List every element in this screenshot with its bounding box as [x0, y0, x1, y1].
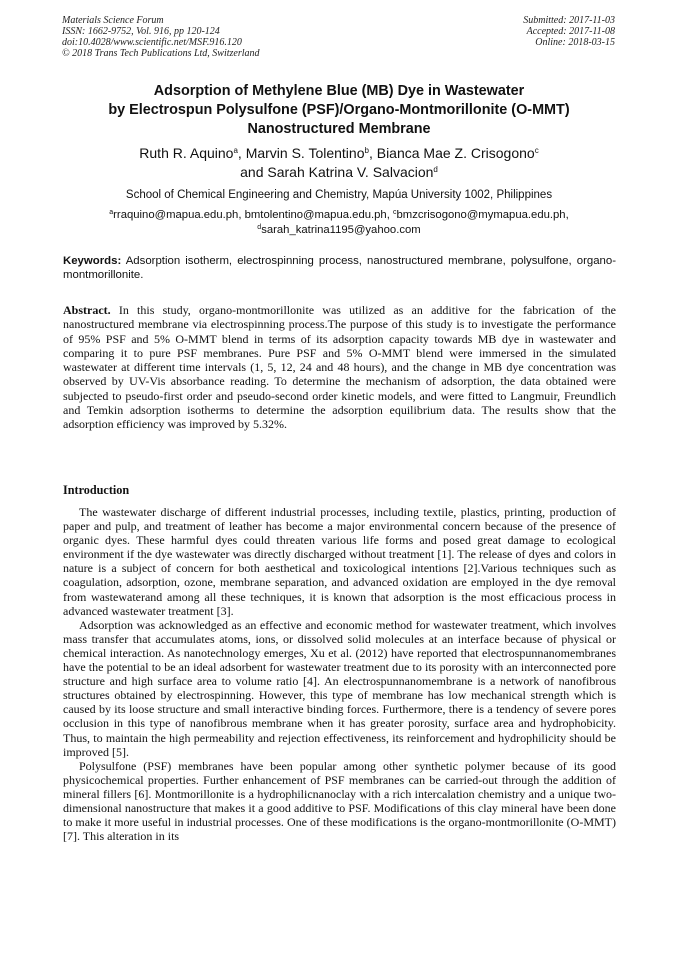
paragraph: Adsorption was acknowledged as an effective and economic method for wastewater treatment, which involves mass transfer that accumulates atoms, ions, or dissolved solid molecules at an interface because of physical or chemical interaction. As nanotechnology emerges, Xu et al. (2012) have reported that electrospunnanomembranes have the potential to be an ideal adsorbent for wastewater treatment due to its porosity with an interconnected pore structure and high surface area to volume ratio [4]. An electrospunnanomembrane is a network of nanofibrous structures obtained by electrospinning. However, this type of membrane has low mechanical strength which is caused by its loose structure and small interactive binding forces. Furthermore, there is a tendency of severe pores occlusion in this type of nanofibrous membrane when it has greater porosity, surface area and hydrophobicity. Thus, to maintain the high permeability and rejection effectiveness, its reinforcement and hydrophilicity should be improved [5].	[63, 617, 616, 759]
abstract	[63, 303, 616, 432]
email-mark: d	[257, 224, 262, 231]
affiliation: School of Chemical Engineering and Chemistry, Mapúa University 1002, Philippines	[125, 189, 553, 201]
journal-name: Materials Science Forum	[62, 15, 164, 26]
author-conjunction: and	[240, 164, 268, 180]
introduction-body	[63, 505, 616, 843]
email-link[interactable]: bmtolentino@mapua.edu.ph	[244, 209, 387, 221]
separator: ,	[237, 145, 246, 161]
author-affil-mark: c	[534, 146, 539, 155]
email-link[interactable]: bmzcrisogono@mymapua.edu.ph	[396, 209, 566, 221]
keywords	[63, 255, 616, 282]
author-name: Bianca Mae Z. Crisogono	[376, 145, 535, 161]
introduction-heading: Introduction	[63, 483, 130, 497]
journal-doi: doi:10.4028/www.scientific.net/MSF.916.120	[62, 37, 242, 48]
paragraph: Polysulfone (PSF) membranes have been popular among other synthetic polymer because of its good physicochemical properties. Further enhancement of PSF membranes can be carried-out through the addition of mineral fillers [6]. Montmorillonite is a hydrophilicnanoclay with a rich intercalation chemistry and a unique two-dimensional nanostructure that makes it a good additive to PSF. Modifications of this clay mineral have been done to make it more useful in industrial processes. One of these modifications is the organo-montmorillonite (O-MMT) [7]. This alteration in its	[63, 758, 616, 844]
author-name: Sarah Katrina V. Salvacion	[267, 164, 434, 180]
separator: ,	[368, 145, 377, 161]
submitted-date: Submitted: 2017-11-03	[523, 15, 615, 26]
separator: ,	[238, 209, 245, 221]
author-emails	[40, 208, 638, 238]
abstract-label: Abstract.	[63, 303, 111, 317]
title-line: by Electrospun Polysulfone (PSF)/Organo-Montmorillonite (O-MMT)	[108, 102, 570, 118]
author-affil-mark: b	[364, 146, 369, 155]
journal-issn: ISSN: 1662-9752, Vol. 916, pp 120-124	[62, 26, 220, 37]
paper-title	[40, 82, 638, 139]
email-link[interactable]: sarah_katrina1195@yahoo.com	[261, 224, 421, 236]
author-list	[40, 144, 638, 182]
title-line: Nanostructured Membrane	[247, 121, 431, 137]
journal-info	[62, 15, 260, 59]
author-line	[40, 144, 638, 163]
author-name: Ruth R. Aquino	[139, 145, 234, 161]
email-mark: c	[393, 209, 397, 216]
keywords-text: Adsorption isotherm, electrospinning process, nanostructured membrane, polysulfone, organo-montmorillonite.	[63, 255, 616, 281]
journal-copyright: © 2018 Trans Tech Publications Ltd, Switzerland	[62, 48, 260, 59]
title-line: Adsorption of Methylene Blue (MB) Dye in Wastewater	[153, 83, 525, 99]
author-affil-mark: d	[433, 165, 438, 174]
abstract-text: In this study, organo-montmorillonite was utilized as an additive for the fabrication of the nanostructured membrane via electrospinning process.The purpose of this study is to investigate the performance of 95% PSF and 5% O-MMT blend in terms of its adsorption capacity towards MB dye in wastewater and comparing it to pure PSF membranes. Pure PSF and 5% O-MMT blend were immersed in the simulated wastewater at different time intervals (1, 5, 12, 24 and 48 hours), and the change in MB dye concentration was observed by UV-Vis absorbance reading. To determine the mechanism of adsorption, the data obtained were subjected to pseudo-first order and pseudo-second order kinetic models, and were fitted to Langmuir, Freundlich and Temkin adsorption isotherms to determine the adsorption equilibrium data. The results show that the adsorption efficiency was improved by 5.32%.	[63, 303, 616, 432]
online-date: Online: 2018-03-15	[535, 37, 615, 48]
accepted-date: Accepted: 2017-11-08	[526, 26, 615, 37]
email-line	[40, 208, 638, 223]
paragraph: The wastewater discharge of different industrial processes, including textile, plastics, printing, production of paper and pulp, and treatment of leather has become a major environmental concern because of the presence of organic dyes. These harmful dyes could threaten various life forms and posed great damage to ecological environment if the dye wastewater was directly discharged without treatment [1]. The release of dyes and colors in nature is a subject of concern for both aesthetical and toxicological intentions [2].Various techniques such as coagulation, adsorption, ozone, membrane separation, and advanced oxidation are employed in the dye removal from wastewaterand among all these techniques, it is known that adsorption is the most efficacious process in advanced wastewater treatment [3].	[63, 505, 616, 618]
submission-dates	[523, 15, 615, 48]
author-line	[40, 163, 638, 182]
author-name: Marvin S. Tolentino	[245, 145, 365, 161]
separator: ,	[386, 209, 393, 221]
email-mark: a	[109, 209, 114, 216]
author-affil-mark: a	[233, 146, 238, 155]
keywords-label: Keywords:	[63, 255, 122, 267]
email-line	[40, 223, 638, 238]
separator: ,	[565, 209, 569, 221]
email-link[interactable]: rraquino@mapua.edu.ph	[113, 209, 239, 221]
